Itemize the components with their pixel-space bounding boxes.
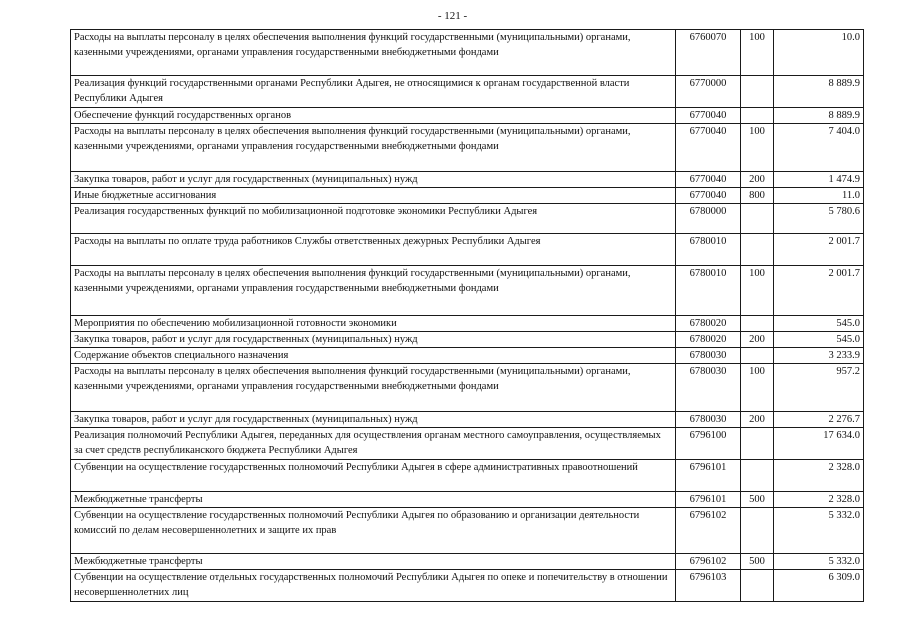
target-code-cell: 6796102	[676, 508, 741, 554]
amount-cell: 2 001.7	[774, 234, 864, 266]
amount-cell: 2 001.7	[774, 266, 864, 316]
expense-name-cell: Расходы на выплаты персоналу в целях обеспечения выполнения функций государственными (муниципальными) органами, казенными учреждениями, органами управления государственными внебюджетными фондами	[71, 266, 676, 316]
expense-name-cell: Субвенции на осуществление государственных полномочий Республики Адыгея по образованию и организации деятельности комиссий по делам несовершеннолетних и защите их прав	[71, 508, 676, 554]
amount-cell: 2 328.0	[774, 492, 864, 508]
expense-type-cell: 100	[741, 30, 774, 76]
expense-name-cell: Содержание объектов специального назначения	[71, 348, 676, 364]
expense-type-cell: 100	[741, 124, 774, 172]
expense-name-cell: Субвенции на осуществление государственных полномочий Республики Адыгея в сфере административных правоотношений	[71, 460, 676, 492]
target-code-cell: 6770000	[676, 76, 741, 108]
expense-type-cell	[741, 428, 774, 460]
target-code-cell: 6780030	[676, 348, 741, 364]
table-row	[71, 412, 864, 428]
table-row	[71, 554, 864, 570]
table-row	[71, 570, 864, 602]
table-row	[71, 348, 864, 364]
target-code-cell: 6780020	[676, 332, 741, 348]
amount-cell: 17 634.0	[774, 428, 864, 460]
expense-name-cell: Обеспечение функций государственных органов	[71, 108, 676, 124]
target-code-cell: 6780000	[676, 204, 741, 234]
expense-type-cell	[741, 508, 774, 554]
expense-type-cell	[741, 348, 774, 364]
table-row	[71, 234, 864, 266]
expense-name-cell: Расходы на выплаты персоналу в целях обеспечения выполнения функций государственными (муниципальными) органами, казенными учреждениями, органами управления государственными внебюджетными фондами	[71, 364, 676, 412]
amount-cell: 10.0	[774, 30, 864, 76]
expense-name-cell: Закупка товаров, работ и услуг для государственных (муниципальных) нужд	[71, 332, 676, 348]
target-code-cell: 6796102	[676, 554, 741, 570]
expense-type-cell: 200	[741, 332, 774, 348]
target-code-cell: 6780010	[676, 234, 741, 266]
expense-type-cell: 800	[741, 188, 774, 204]
amount-cell: 8 889.9	[774, 76, 864, 108]
amount-cell: 1 474.9	[774, 172, 864, 188]
expense-type-cell	[741, 316, 774, 332]
expense-type-cell: 200	[741, 172, 774, 188]
amount-cell: 8 889.9	[774, 108, 864, 124]
expense-name-cell: Закупка товаров, работ и услуг для государственных (муниципальных) нужд	[71, 412, 676, 428]
table-row	[71, 188, 864, 204]
target-code-cell: 6770040	[676, 108, 741, 124]
table-row	[71, 108, 864, 124]
expense-name-cell: Межбюджетные трансферты	[71, 492, 676, 508]
amount-cell: 7 404.0	[774, 124, 864, 172]
expense-type-cell: 500	[741, 554, 774, 570]
budget-table-body	[71, 30, 864, 602]
expense-type-cell	[741, 234, 774, 266]
table-row	[71, 76, 864, 108]
expense-name-cell: Расходы на выплаты персоналу в целях обеспечения выполнения функций государственными (муниципальными) органами, казенными учреждениями, органами управления государственными внебюджетными фондами	[71, 30, 676, 76]
expense-type-cell: 200	[741, 412, 774, 428]
table-row	[71, 124, 864, 172]
budget-table	[70, 29, 864, 602]
expense-type-cell	[741, 76, 774, 108]
target-code-cell: 6770040	[676, 188, 741, 204]
amount-cell: 2 276.7	[774, 412, 864, 428]
table-row	[71, 204, 864, 234]
expense-name-cell: Закупка товаров, работ и услуг для государственных (муниципальных) нужд	[71, 172, 676, 188]
expense-name-cell: Расходы на выплаты персоналу в целях обеспечения выполнения функций государственными (муниципальными) органами, казенными учреждениями, органами управления государственными внебюджетными фондами	[71, 124, 676, 172]
target-code-cell: 6770040	[676, 124, 741, 172]
target-code-cell: 6796101	[676, 492, 741, 508]
amount-cell: 545.0	[774, 332, 864, 348]
expense-type-cell	[741, 460, 774, 492]
table-row	[71, 428, 864, 460]
target-code-cell: 6780030	[676, 364, 741, 412]
target-code-cell: 6796101	[676, 460, 741, 492]
amount-cell: 957.2	[774, 364, 864, 412]
amount-cell: 11.0	[774, 188, 864, 204]
target-code-cell: 6780010	[676, 266, 741, 316]
expense-name-cell: Субвенции на осуществление отдельных государственных полномочий Республики Адыгея по опеке и попечительству в отношении несовершеннолетних лиц	[71, 570, 676, 602]
target-code-cell: 6796103	[676, 570, 741, 602]
table-row	[71, 332, 864, 348]
expense-type-cell	[741, 570, 774, 602]
expense-type-cell: 500	[741, 492, 774, 508]
amount-cell: 5 332.0	[774, 508, 864, 554]
expense-type-cell: 100	[741, 266, 774, 316]
expense-name-cell: Расходы на выплаты по оплате труда работников Службы ответственных дежурных Республики Адыгея	[71, 234, 676, 266]
amount-cell: 545.0	[774, 316, 864, 332]
amount-cell: 6 309.0	[774, 570, 864, 602]
target-code-cell: 6796100	[676, 428, 741, 460]
target-code-cell: 6780030	[676, 412, 741, 428]
table-row	[71, 492, 864, 508]
table-row	[71, 508, 864, 554]
amount-cell: 2 328.0	[774, 460, 864, 492]
expense-name-cell: Межбюджетные трансферты	[71, 554, 676, 570]
expense-name-cell: Иные бюджетные ассигнования	[71, 188, 676, 204]
table-row	[71, 316, 864, 332]
page-number: - 121 -	[437, 10, 468, 22]
table-row	[71, 266, 864, 316]
target-code-cell: 6780020	[676, 316, 741, 332]
expense-name-cell: Реализация государственных функций по мобилизационной подготовке экономики Республики Адыгея	[71, 204, 676, 234]
expense-type-cell: 100	[741, 364, 774, 412]
expense-type-cell	[741, 108, 774, 124]
table-row	[71, 172, 864, 188]
table-row	[71, 460, 864, 492]
table-row	[71, 364, 864, 412]
target-code-cell: 6770040	[676, 172, 741, 188]
expense-name-cell: Мероприятия по обеспечению мобилизационной готовности экономики	[71, 316, 676, 332]
expense-type-cell	[741, 204, 774, 234]
target-code-cell: 6760070	[676, 30, 741, 76]
amount-cell: 5 780.6	[774, 204, 864, 234]
expense-name-cell: Реализация функций государственными органами Республики Адыгея, не относящимися к органам государственной власти Республики Адыгея	[71, 76, 676, 108]
table-row	[71, 30, 864, 76]
amount-cell: 3 233.9	[774, 348, 864, 364]
expense-name-cell: Реализация полномочий Республики Адыгея, переданных для осуществления органам местного самоуправления, осуществляемых за счет средств республиканского бюджета Республики Адыгея	[71, 428, 676, 460]
amount-cell: 5 332.0	[774, 554, 864, 570]
